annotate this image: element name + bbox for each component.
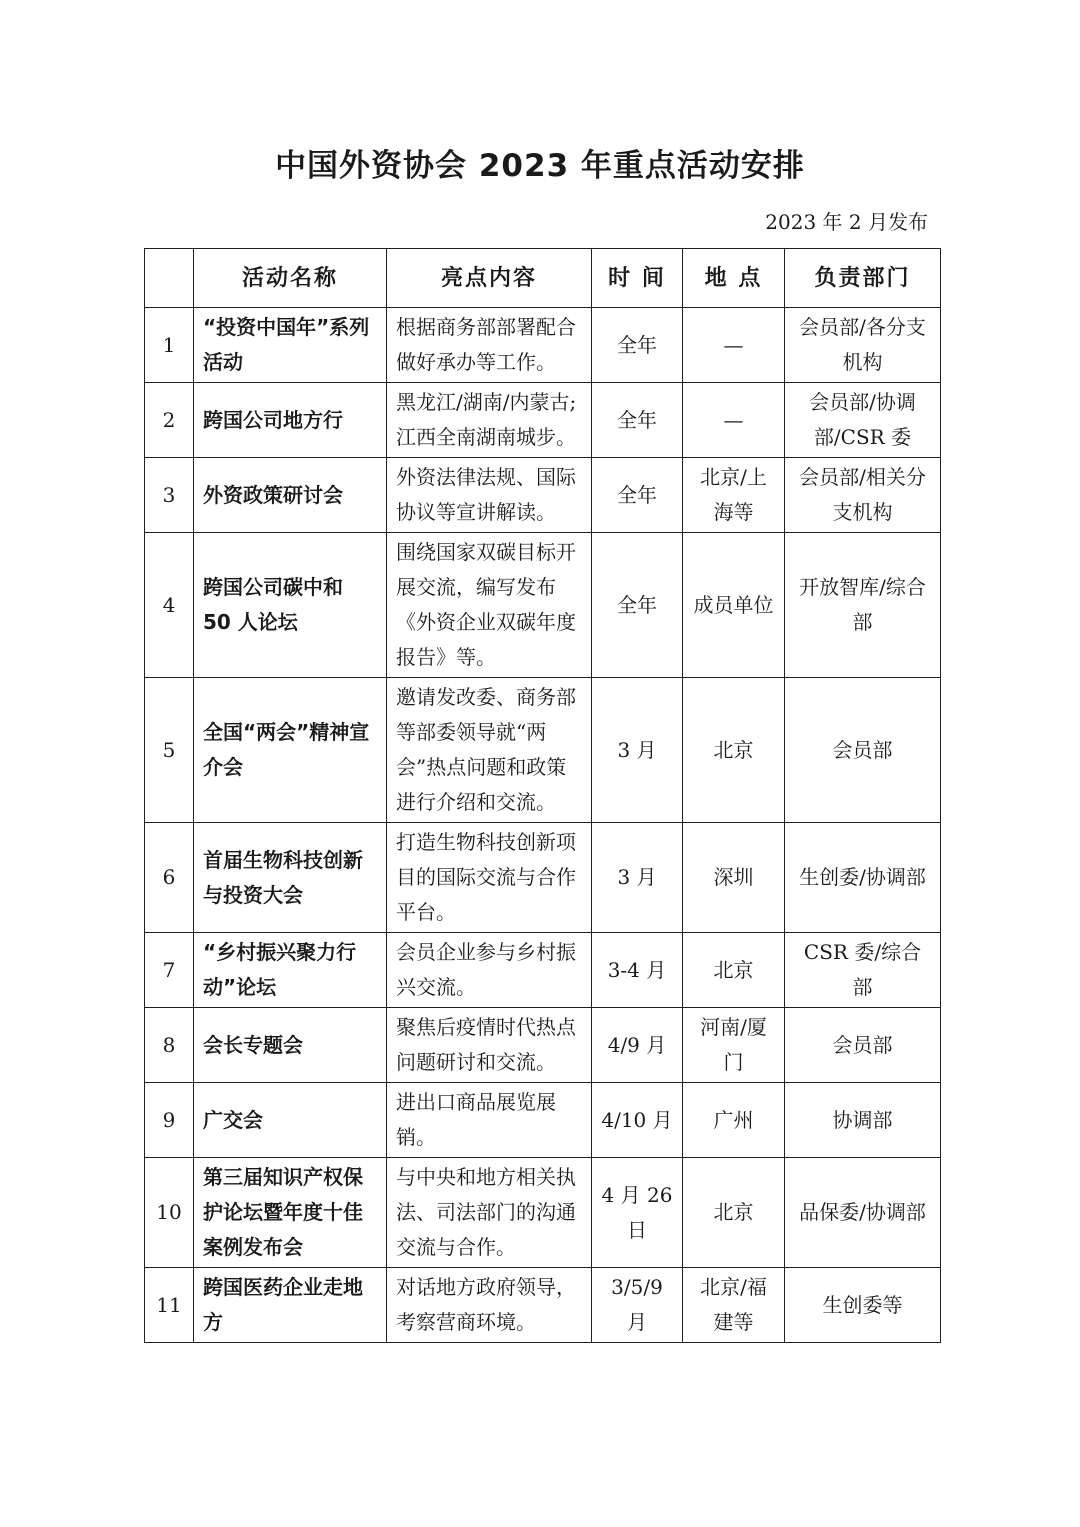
activity-place: 北京	[683, 678, 785, 823]
row-number: 9	[145, 1083, 194, 1158]
table-row	[145, 933, 941, 1008]
row-number: 5	[145, 678, 194, 823]
activity-place: 北京	[683, 1158, 785, 1268]
activity-highlights: 黑龙江/湖南/内蒙古;江西全南湖南城步。	[387, 383, 592, 458]
responsible-department: 开放智库/综合部	[785, 533, 941, 678]
activity-time: 全年	[592, 308, 683, 383]
activity-place: —	[683, 383, 785, 458]
activity-name: 外资政策研讨会	[194, 458, 387, 533]
activity-place: 河南/厦门	[683, 1008, 785, 1083]
responsible-department: 会员部/相关分支机构	[785, 458, 941, 533]
activity-place: 北京/上海等	[683, 458, 785, 533]
activity-name: “乡村振兴聚力行动”论坛	[194, 933, 387, 1008]
responsible-department: 品保委/协调部	[785, 1158, 941, 1268]
activity-highlights: 进出口商品展览展销。	[387, 1083, 592, 1158]
activity-time: 3 月	[592, 678, 683, 823]
activity-table	[144, 248, 941, 1343]
responsible-department: 协调部	[785, 1083, 941, 1158]
header-department: 负责部门	[785, 249, 941, 308]
table-row	[145, 1158, 941, 1268]
table-body	[145, 308, 941, 1343]
activity-name: 广交会	[194, 1083, 387, 1158]
activity-name: 跨国医药企业走地方	[194, 1268, 387, 1343]
activity-highlights: 打造生物科技创新项目的国际交流与合作平台。	[387, 823, 592, 933]
table-row	[145, 1083, 941, 1158]
activity-time: 全年	[592, 458, 683, 533]
row-number: 2	[145, 383, 194, 458]
activity-place: —	[683, 308, 785, 383]
responsible-department: 生创委等	[785, 1268, 941, 1343]
row-number: 8	[145, 1008, 194, 1083]
responsible-department: CSR 委/综合部	[785, 933, 941, 1008]
activity-name: “投资中国年”系列活动	[194, 308, 387, 383]
activity-highlights: 聚焦后疫情时代热点问题研讨和交流。	[387, 1008, 592, 1083]
table-row	[145, 678, 941, 823]
activity-time: 全年	[592, 383, 683, 458]
table-row	[145, 823, 941, 933]
responsible-department: 会员部	[785, 1008, 941, 1083]
responsible-department: 会员部/各分支机构	[785, 308, 941, 383]
row-number: 6	[145, 823, 194, 933]
issue-date: 2023 年 2 月发布	[765, 210, 928, 234]
activity-highlights: 邀请发改委、商务部等部委领导就“两会”热点问题和政策进行介绍和交流。	[387, 678, 592, 823]
activity-time: 4/9 月	[592, 1008, 683, 1083]
activity-time: 4 月 26 日	[592, 1158, 683, 1268]
activity-place: 北京	[683, 933, 785, 1008]
activity-name: 第三届知识产权保护论坛暨年度十佳案例发布会	[194, 1158, 387, 1268]
header-activity-name: 活动名称	[194, 249, 387, 308]
row-number: 4	[145, 533, 194, 678]
table-row	[145, 308, 941, 383]
activity-highlights: 根据商务部部署配合做好承办等工作。	[387, 308, 592, 383]
table-row	[145, 533, 941, 678]
activity-time: 4/10 月	[592, 1083, 683, 1158]
table-row	[145, 383, 941, 458]
row-number: 7	[145, 933, 194, 1008]
activity-highlights: 围绕国家双碳目标开展交流，编写发布《外资企业双碳年度报告》等。	[387, 533, 592, 678]
activity-place: 广州	[683, 1083, 785, 1158]
responsible-department: 生创委/协调部	[785, 823, 941, 933]
activity-place: 北京/福建等	[683, 1268, 785, 1343]
activity-place: 深圳	[683, 823, 785, 933]
activity-time: 全年	[592, 533, 683, 678]
header-time: 时 间	[592, 249, 683, 308]
responsible-department: 会员部	[785, 678, 941, 823]
activity-name: 全国“两会”精神宣介会	[194, 678, 387, 823]
row-number: 1	[145, 308, 194, 383]
activity-highlights: 与中央和地方相关执法、司法部门的沟通交流与合作。	[387, 1158, 592, 1268]
table-row	[145, 458, 941, 533]
activity-name: 跨国公司碳中和 50 人论坛	[194, 533, 387, 678]
activity-time: 3/5/9 月	[592, 1268, 683, 1343]
activity-time: 3-4 月	[592, 933, 683, 1008]
responsible-department: 会员部/协调部/CSR 委	[785, 383, 941, 458]
activity-place: 成员单位	[683, 533, 785, 678]
activity-highlights: 外资法律法规、国际协议等宣讲解读。	[387, 458, 592, 533]
row-number: 10	[145, 1158, 194, 1268]
table-header-row	[145, 249, 941, 308]
activity-highlights: 对话地方政府领导，考察营商环境。	[387, 1268, 592, 1343]
header-place: 地 点	[683, 249, 785, 308]
activity-time: 3 月	[592, 823, 683, 933]
row-number: 3	[145, 458, 194, 533]
page-title: 中国外资协会 2023 年重点活动安排	[275, 148, 805, 184]
activity-name: 首届生物科技创新与投资大会	[194, 823, 387, 933]
activity-name: 会长专题会	[194, 1008, 387, 1083]
activity-name: 跨国公司地方行	[194, 383, 387, 458]
activity-highlights: 会员企业参与乡村振兴交流。	[387, 933, 592, 1008]
header-highlights: 亮点内容	[387, 249, 592, 308]
table-row	[145, 1268, 941, 1343]
row-number: 11	[145, 1268, 194, 1343]
table-row	[145, 1008, 941, 1083]
header-no	[145, 249, 194, 308]
